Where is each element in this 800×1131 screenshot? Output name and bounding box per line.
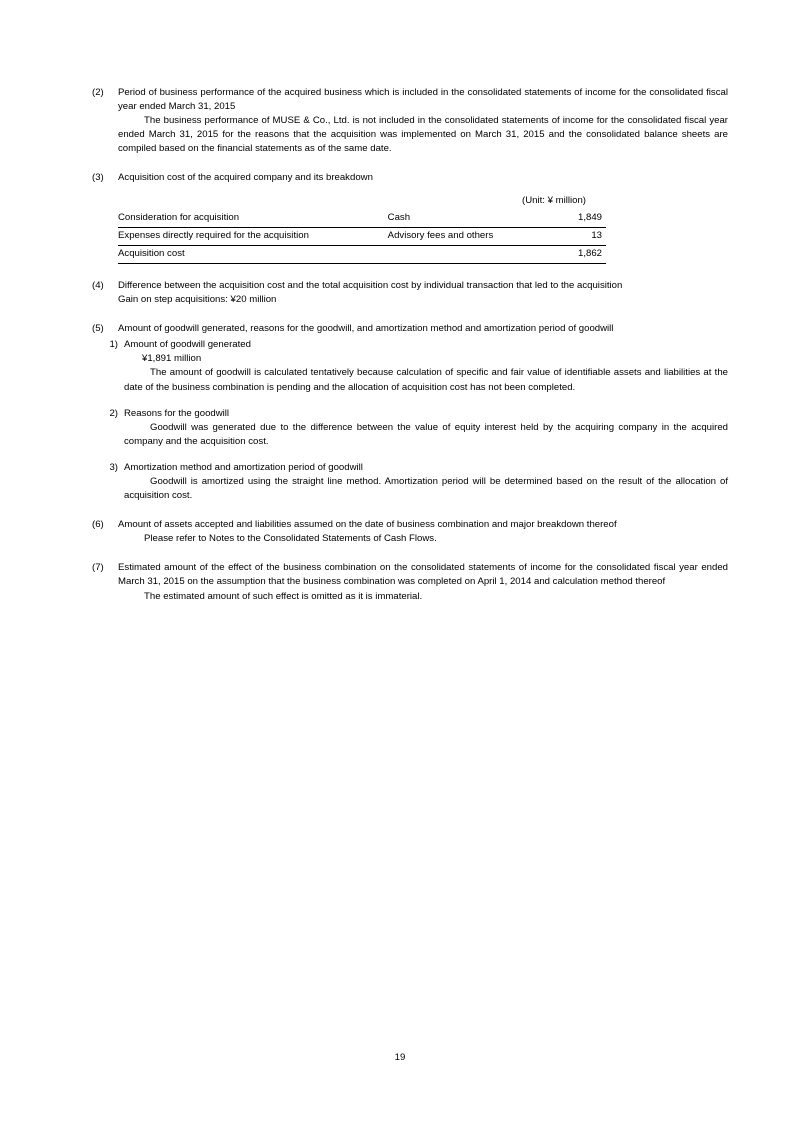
section-5-sub-2-heading: Reasons for the goodwill — [124, 407, 230, 419]
section-5-sub-1-line: ¥1,891 million — [142, 353, 202, 365]
section-2-heading: Period of business performance of the acquired business which is included in the consolidated statements of income for the consolidated fiscal year ended March 31, 2015 — [118, 87, 728, 113]
section-4-marker: (4) — [92, 279, 104, 291]
cost-row-0-mid: Cash — [387, 211, 411, 223]
section-4-heading: Difference between the acquisition cost and the total acquisition cost by individual transaction that led to the acquisition — [118, 279, 623, 291]
section-5-sub-2-content — [124, 407, 728, 449]
section-5-content — [118, 322, 728, 336]
section-5-sub-1-paragraph: The amount of goodwill is calculated tentatively because calculation of specific and fair value of identifiable assets and liabilities at the date of the business combination is pending and the allocation of acquisition cost has not been completed. — [124, 367, 728, 393]
section-2-paragraph: The business performance of MUSE & Co., Ltd. is not included in the consolidated statements of income for the consolidated fiscal year ended March 31, 2015 for the reasons that the acquisition was implemented on March 31, 2015 and the consolidated balance sheets are compiled based on the financial statements as of the same date. — [118, 115, 728, 155]
section-5-sub-3 — [100, 461, 728, 503]
cost-row-2-label: Acquisition cost — [118, 245, 388, 263]
section-5-sub-3-marker: 3) — [109, 461, 118, 473]
section-5-sub-2-paragraph: Goodwill was generated due to the difference between the value of equity interest held by the acquiring company in the acquired company and the acquisition cost. — [124, 421, 728, 447]
section-5-sub-1-content — [124, 338, 728, 394]
section-7-heading: Estimated amount of the effect of the business combination on the consolidated statements of income for the consolidated fiscal year ended March 31, 2015 on the assumption that the business combination was completed on April 1, 2014 and calculation method thereof — [118, 562, 728, 588]
section-6-heading: Amount of assets accepted and liabilities assumed on the date of business combination and major breakdown thereof — [118, 519, 617, 531]
acquisition-cost-table — [118, 210, 606, 264]
section-7 — [92, 561, 728, 603]
section-2-marker: (2) — [92, 87, 104, 98]
section-5-sub-3-content — [124, 461, 728, 503]
section-4 — [92, 279, 728, 307]
section-6 — [92, 518, 728, 546]
section-3-content — [118, 171, 728, 185]
page-number: 19 — [394, 1052, 406, 1063]
cost-row-1-amount: 13 — [536, 227, 606, 245]
table-row — [118, 210, 606, 228]
cost-row-1-mid: Advisory fees and others — [388, 227, 537, 245]
unit-note: (Unit: ¥ million) — [522, 194, 586, 206]
section-5-sub-1-marker: 1) — [109, 339, 118, 351]
section-5-sub-2-marker: 2) — [109, 407, 118, 419]
section-7-marker: (7) — [92, 562, 104, 574]
section-5 — [92, 322, 728, 336]
section-2 — [92, 86, 728, 156]
section-3-heading: Acquisition cost of the acquired company and its breakdown — [118, 172, 373, 184]
section-6-content — [118, 518, 728, 546]
cost-row-1-label: Expenses directly required for the acquisition — [118, 227, 388, 245]
cost-row-2-mid — [388, 245, 537, 263]
section-4-content — [118, 279, 728, 307]
section-2-content — [118, 86, 728, 156]
section-5-sub-3-paragraph: Goodwill is amortized using the straight line method. Amortization period will be determined based on the result of the allocation of acquisition cost. — [124, 475, 728, 502]
section-5-sub-1-heading: Amount of goodwill generated — [124, 339, 251, 351]
cost-row-0-amount: 1,849 — [577, 211, 602, 223]
section-5-sub-3-heading: Amortization method and amortization period of goodwill — [124, 461, 363, 473]
cost-row-0-label: Consideration for acquisition — [118, 211, 240, 223]
table-row — [118, 245, 606, 263]
section-6-marker: (6) — [92, 519, 104, 531]
section-3 — [92, 171, 728, 185]
document-body — [92, 86, 728, 604]
section-5-heading: Amount of goodwill generated, reasons for the goodwill, and amortization method and amortization period of goodwill — [118, 323, 614, 335]
section-3-marker: (3) — [92, 172, 104, 184]
section-7-content — [118, 561, 728, 603]
section-5-sub-1 — [100, 338, 728, 394]
section-7-paragraph: The estimated amount of such effect is omitted as it is immaterial. — [144, 590, 423, 602]
cost-row-2-amount: 1,862 — [536, 245, 606, 263]
table-row — [118, 227, 606, 245]
section-5-marker: (5) — [92, 323, 104, 335]
section-5-sub-2 — [100, 407, 728, 449]
section-4-paragraph: Gain on step acquisitions: ¥20 million — [118, 294, 277, 306]
section-6-paragraph: Please refer to Notes to the Consolidated Statements of Cash Flows. — [144, 533, 437, 545]
